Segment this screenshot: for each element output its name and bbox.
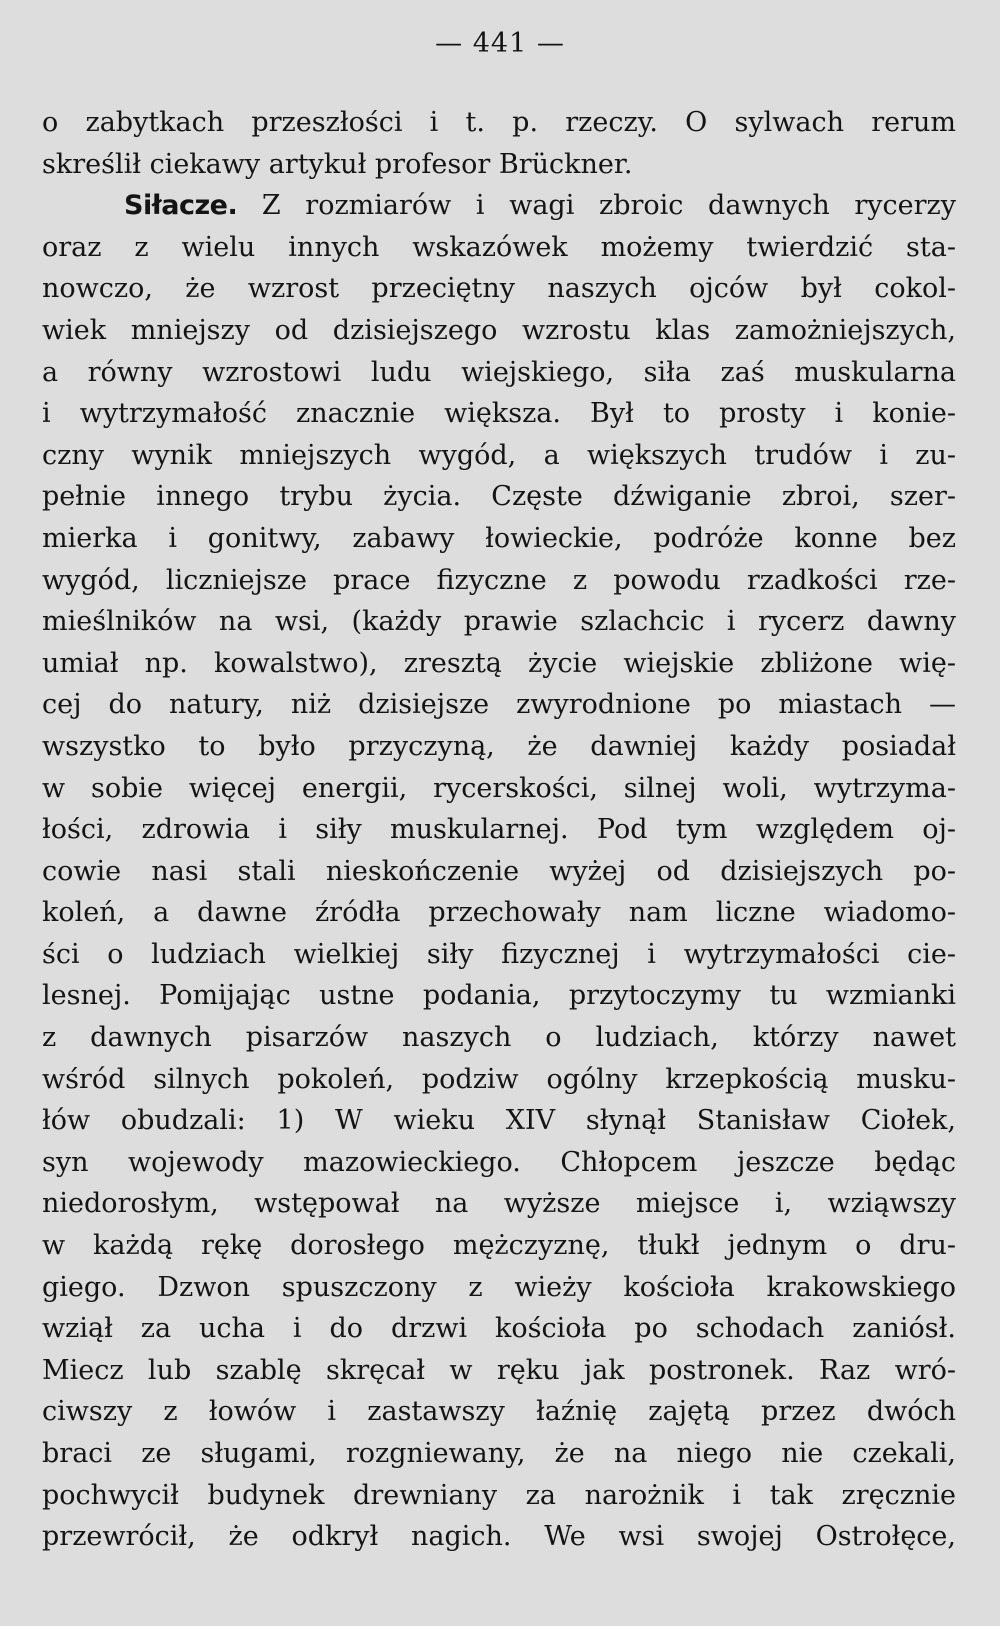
text-line: ciwszy z łowów i zastawszy łaźnię zajętą przez dwóch <box>42 1396 956 1428</box>
text-line: ści o ludziach wielkiej siły fizycznej i wytrzymałości cie- <box>42 938 956 970</box>
text-line: oraz z wielu innych wskazówek możemy twierdzić sta- <box>42 231 956 263</box>
text-line: wiek mniejszy od dzisiejszego wzrostu klas zamożniejszych, <box>42 314 956 346</box>
text-line: giego. Dzwon spuszczony z wieży kościoła krakowskiego <box>42 1271 956 1303</box>
text-line: i wytrzymałość znacznie większa. Był to prosty i konie- <box>42 398 956 430</box>
body-text <box>42 102 956 1558</box>
text-line: wszystko to było przyczyną, że dawniej każdy posiadał <box>42 730 956 762</box>
text-line: Miecz lub szablę skręcał w ręku jak postronek. Raz wró- <box>42 1354 956 1386</box>
text-line: pełnie innego trybu życia. Częste dźwiganie zbroi, szer- <box>42 481 956 513</box>
text-line: cej do natury, niż dzisiejsze zwyrodnione po miastach — <box>42 689 956 721</box>
text-line-rest: Z rozmiarów i wagi zbroic dawnych rycerzy <box>261 190 956 222</box>
text-line: a równy wzrostowi ludu wiejskiego, siła zaś muskularna <box>42 356 956 388</box>
text-line: mieślników na wsi, (każdy prawie szlachcic i rycerz dawny <box>42 606 956 638</box>
text-line: wygód, liczniejsze prace fizyczne z powodu rzadkości rze- <box>42 564 956 596</box>
text-line: wziął za ucha i do drzwi kościoła po schodach zaniósł. <box>42 1313 956 1345</box>
text-line: łości, zdrowia i siły muskularnej. Pod tym względem oj- <box>42 814 956 846</box>
text-line: skreślił ciekawy artykuł profesor Brückner. <box>42 148 633 180</box>
page-number: — 441 — <box>435 28 565 59</box>
text-line: nowczo, że wzrost przeciętny naszych ojców był cokol- <box>42 273 956 305</box>
text-line: wśród silnych pokoleń, podziw ogólny krzepkością musku- <box>42 1063 956 1095</box>
text-line: syn wojewody mazowieckiego. Chłopcem jeszcze będąc <box>42 1146 956 1178</box>
text-line-heading <box>42 185 956 227</box>
text-line: braci ze sługami, rozgniewany, że na niego nie czekali, <box>42 1438 956 1469</box>
text-line: mierka i gonitwy, zabawy łowieckie, podróże konne bez <box>42 522 956 554</box>
text-line: o zabytkach przeszłości i t. p. rzeczy. O sylwach rerum <box>42 107 956 138</box>
text-line: w każdą rękę dorosłego mężczyznę, tłukł jednym o dru- <box>42 1230 956 1262</box>
text-line: łów obudzali: 1) W wieku XIV słynął Stanisław Ciołek, <box>42 1105 956 1137</box>
text-line: koleń, a dawne źródła przechowały nam liczne wiadomo- <box>42 897 956 929</box>
text-line: umiał np. kowalstwo), zresztą życie wiejskie zbliżone wię- <box>42 647 956 679</box>
text-line: czny wynik mniejszych wygód, a większych trudów i zu- <box>42 439 956 471</box>
text-line: z dawnych pisarzów naszych o ludziach, którzy nawet <box>42 1022 956 1054</box>
section-heading: Siłacze. <box>124 190 238 222</box>
text-line: przewrócił, że odkrył nagich. We wsi swojej Ostrołęce, <box>42 1521 956 1553</box>
text-line: pochwycił budynek drewniany za narożnik i tak zręcznie <box>42 1479 956 1511</box>
text-line: niedorosłym, wstępował na wyższe miejsce i, wziąwszy <box>42 1188 956 1220</box>
text-line: cowie nasi stali nieskończenie wyżej od dzisiejszych po- <box>42 855 956 887</box>
text-line: w sobie więcej energii, rycerskości, silnej woli, wytrzyma- <box>42 772 956 804</box>
text-line: lesnej. Pomijając ustne podania, przytoczymy tu wzmianki <box>42 980 956 1012</box>
